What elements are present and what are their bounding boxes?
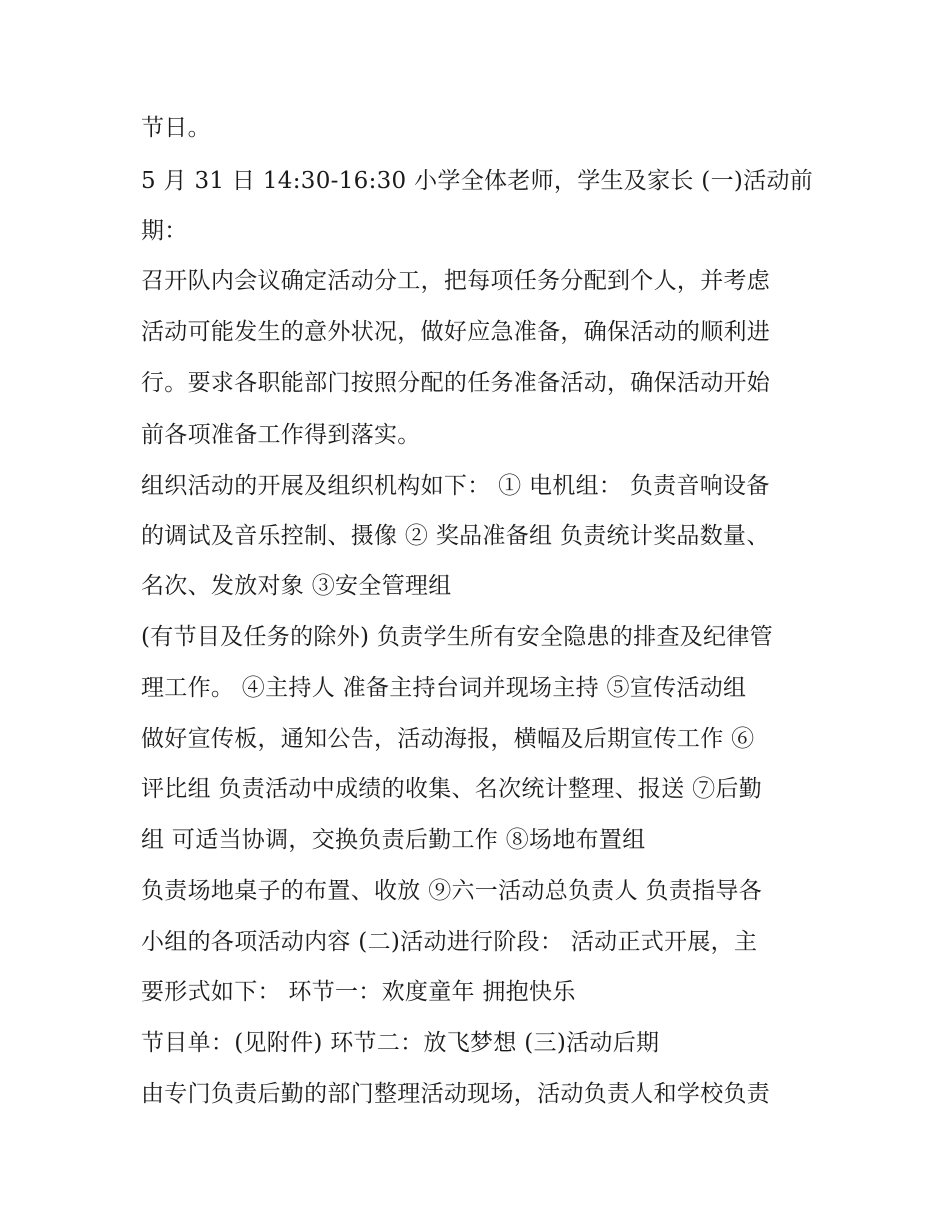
text-line: 做好宣传板，通知公告，活动海报，横幅及后期宣传工作 ⑥	[141, 726, 755, 752]
text-line: 前各项准备工作得到落实。	[141, 422, 421, 448]
text-line: (有节目及任务的除外) 负责学生所有安全隐患的排查及纪律管	[141, 624, 773, 650]
text-line: 由专门负责后勤的部门整理活动现场，活动负责人和学校负责	[141, 1081, 771, 1107]
text-line: 理工作。 ④主持人 准备主持台词并现场主持 ⑤宣传活动组	[141, 675, 747, 701]
text-line: 要形式如下： 环节一：欢度童年 拥抱快乐	[141, 979, 576, 1005]
text-line: 负责场地桌子的布置、收放 ⑨六一活动总负责人 负责指导各	[141, 878, 763, 904]
text-line: 小组的各项活动内容 (二)活动进行阶段： 活动正式开展，主	[141, 929, 758, 955]
text-line: 节目单：(见附件) 环节二：放飞梦想 (三)活动后期	[141, 1030, 660, 1056]
text-line: 名次、发放对象 ③安全管理组	[141, 573, 452, 599]
text-line: 行。要求各职能部门按照分配的任务准备活动，确保活动开始	[141, 370, 771, 396]
text-line: 活动可能发生的意外状况，做好应急准备，确保活动的顺利进	[141, 319, 771, 345]
text-line: 组织活动的开展及组织机构如下： ① 电机组： 负责音响设备	[141, 473, 770, 499]
text-line: 组 可适当协调，交换负责后勤工作 ⑧场地布置组	[141, 827, 646, 853]
text-line: 节日。	[141, 115, 211, 141]
text-line: 5 月 31 日 14:30-16:30 小学全体老师，学生及家长 (一)活动前	[141, 168, 814, 194]
text-line: 的调试及音乐控制、摄像 ② 奖品准备组 负责统计奖品数量、	[141, 523, 770, 549]
text-line: 期：	[141, 218, 188, 244]
text-line: 评比组 负责活动中成绩的收集、名次统计整理、报送 ⑦后勤	[141, 776, 763, 802]
text-line: 召开队内会议确定活动分工，把每项任务分配到个人，并考虑	[141, 268, 771, 294]
